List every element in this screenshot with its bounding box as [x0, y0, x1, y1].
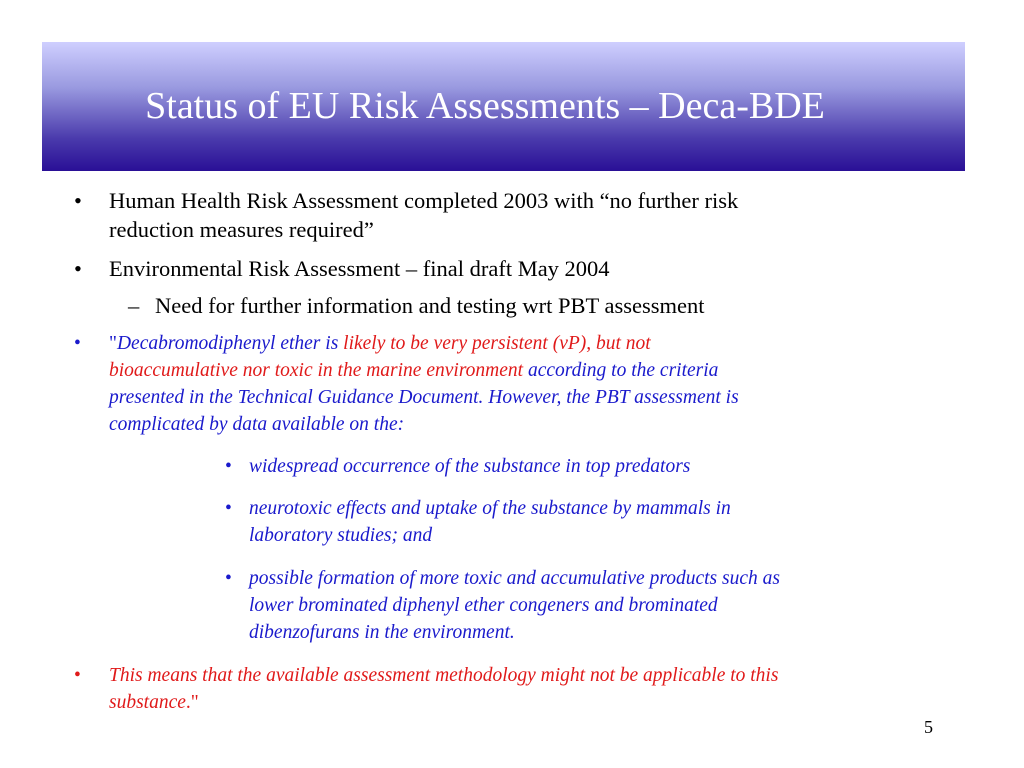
dot-bullet: •: [225, 498, 232, 519]
sub-item-3-line-1: possible formation of more toxic and accumulative products such as: [249, 568, 780, 589]
sub-item-1: widespread occurrence of the substance in top predators: [249, 456, 691, 477]
bullet-4-line-1: This means that the available assessment methodology might not be applicable to this: [109, 665, 779, 686]
slide-title: Status of EU Risk Assessments – Deca-BDE: [145, 85, 825, 127]
bullet-3-line-1: [109, 330, 651, 357]
sub-item-3-line-3: dibenzofurans in the environment.: [249, 622, 515, 643]
sub-item-2-line-2: laboratory studies; and: [249, 525, 433, 546]
bullet-dot: •: [74, 333, 81, 354]
bullet-4-line-2-text: substance: [109, 692, 186, 713]
sub-bullet-dash: –: [128, 293, 140, 318]
bullet-3-line-1-blue: Decabromodiphenyl ether is: [116, 333, 344, 354]
page-number: 5: [924, 717, 933, 737]
bullet-3-line-2-red: bioaccumulative nor toxic in the marine environment: [109, 360, 524, 381]
bullet-2-text: Environmental Risk Assessment – final draft May 2004: [109, 256, 610, 281]
quote-close: .": [185, 692, 199, 713]
bullet-dot: •: [74, 188, 82, 213]
bullet-3-line-1-red: likely to be very persistent (vP), but not: [343, 333, 651, 354]
bullet-3-line-4: complicated by data available on the:: [109, 414, 405, 435]
bullet-1-line-2: reduction measures required”: [109, 217, 374, 242]
bullet-3-line-3: presented in the Technical Guidance Document. However, the PBT assessment is: [109, 387, 739, 408]
bullet-1-line-1: Human Health Risk Assessment completed 2003 with “no further risk: [109, 188, 739, 213]
dot-bullet: •: [225, 568, 232, 589]
bullet-3-line-2: [109, 357, 718, 384]
sub-item-2-line-1: neurotoxic effects and uptake of the substance by mammals in: [249, 498, 731, 519]
bullet-3-line-2-blue: according to the criteria: [523, 360, 719, 381]
bullet-dot: •: [74, 256, 82, 281]
dot-bullet: •: [225, 456, 232, 477]
quote-open: ": [109, 333, 117, 354]
sub-item-3-line-2: lower brominated diphenyl ether congeners and brominated: [249, 595, 718, 616]
bullet-4-line-2: [109, 689, 199, 716]
bullet-2-sub-text: Need for further information and testing wrt PBT assessment: [155, 293, 705, 318]
bullet-dot: •: [74, 665, 81, 686]
